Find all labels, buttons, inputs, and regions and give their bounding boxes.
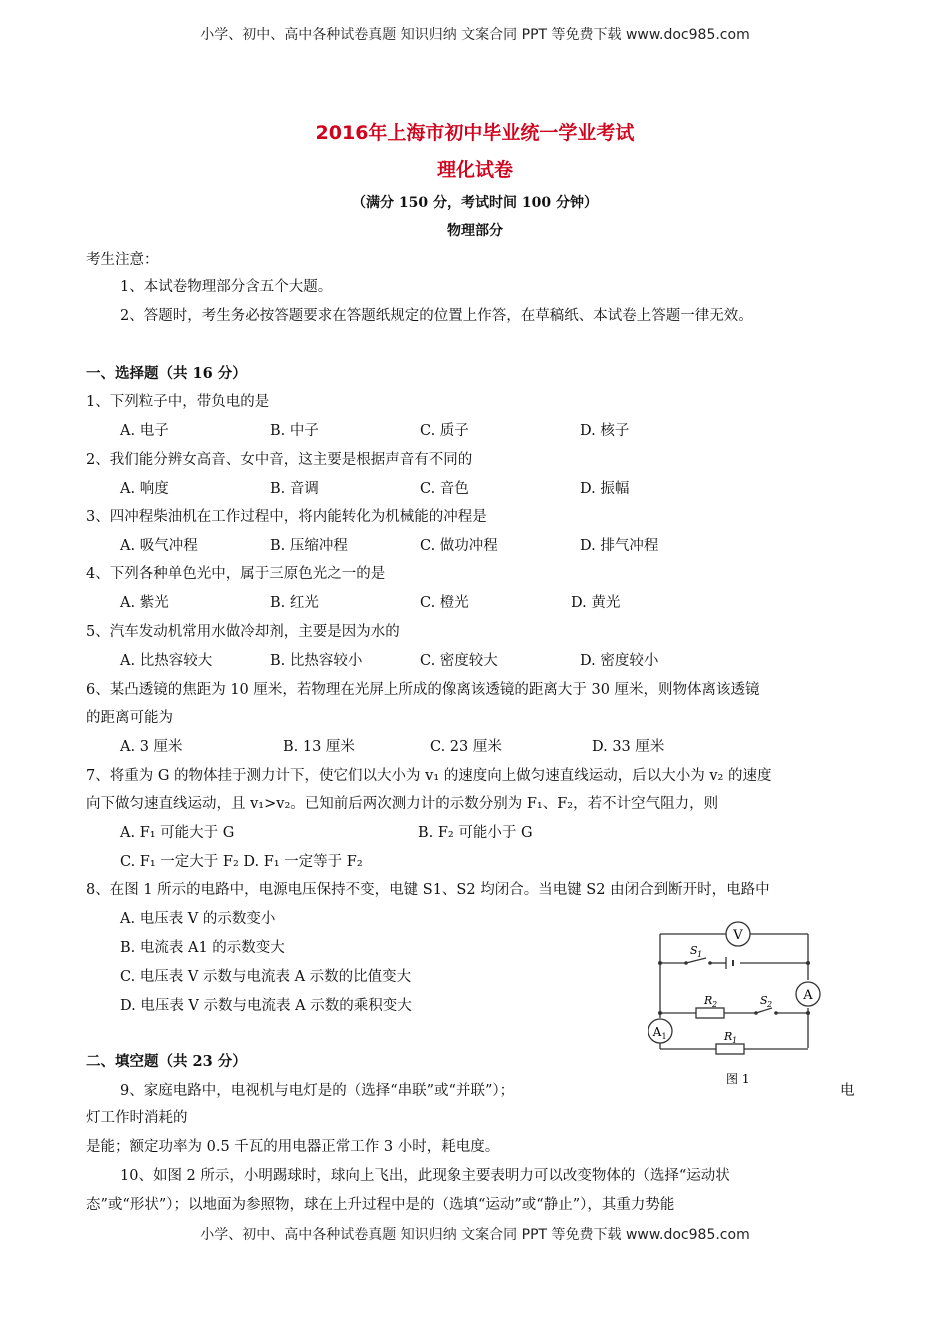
q5-option-b: B. 比热容较小 [270, 653, 363, 669]
circuit-diagram-figure-1 [648, 918, 833, 1093]
q7-options-c-d: C. F₁ 一定大于 F₂ D. F₁ 一定等于 F₂ [120, 854, 363, 870]
q4-option-a: A. 紫光 [120, 595, 169, 611]
question-9-stem-line-3: 是能；额定功率为 0.5 千瓦的用电器正常工作 3 小时，耗电度。 [86, 1139, 500, 1155]
q2-option-d: D. 振幅 [580, 481, 630, 497]
q5-option-d: D. 密度较小 [580, 653, 659, 669]
page-header: 小学、初中、高中各种试卷真题 知识归纳 文案合同 PPT 等免费下载 www.doc985.com [200, 27, 750, 43]
q5-option-a: A. 比热容较大 [120, 653, 213, 669]
q8-option-c: C. 电压表 V 示数与电流表 A 示数的比值变大 [120, 969, 412, 985]
notice-item-1: 1、本试卷物理部分含五个大题。 [120, 279, 333, 295]
question-4-stem: 4、下列各种单色光中，属于三原色光之一的是 [86, 566, 386, 582]
question-8-stem: 8、在图 1 所示的电路中，电源电压保持不变，电键 S1、S2 均闭合。当电键 S2 由闭合到断开时，电路中 [86, 882, 770, 898]
q3-option-d: D. 排气冲程 [580, 538, 659, 554]
part-1-heading: 一、选择题（共 16 分） [86, 365, 247, 382]
question-7-stem-line-2: 向下做匀速直线运动，且 v₁>v₂。已知前后两次测力计的示数分别为 F₁、F₂，若不计空气阻力，则 [86, 796, 719, 812]
question-9-stem-line-1-right: 电 [840, 1083, 855, 1099]
question-5-stem: 5、汽车发动机常用水做冷却剂，主要是因为水的 [86, 624, 400, 640]
q6-option-b: B. 13 厘米 [283, 739, 355, 755]
q4-option-b: B. 红光 [270, 595, 319, 611]
question-6-stem-line-2: 的距离可能为 [86, 710, 173, 726]
q4-option-d: D. 黄光 [571, 595, 621, 611]
q5-option-c: C. 密度较大 [420, 653, 498, 669]
exam-subject-title: 理化试卷 [436, 159, 513, 181]
question-6-stem-line-1: 6、某凸透镜的焦距为 10 厘米，若物理在光屏上所成的像离该透镜的距离大于 30 厘米，则物体离该透镜 [86, 682, 760, 698]
q3-option-a: A. 吸气冲程 [120, 538, 198, 554]
q3-option-c: C. 做功冲程 [420, 538, 498, 554]
q2-option-b: B. 音调 [270, 481, 319, 497]
q8-option-d: D. 电压表 V 示数与电流表 A 示数的乘积变大 [120, 998, 412, 1014]
question-7-stem-line-1: 7、将重为 G 的物体挂于测力计下，使它们以大小为 v₁ 的速度向上做匀速直线运动，后以大小为 v₂ 的速度 [86, 768, 772, 784]
figure-1-caption: 图 1 [726, 1072, 750, 1086]
question-9-stem-line-2: 灯工作时消耗的 [86, 1110, 188, 1126]
switch-s1-subscript: 1 [697, 950, 703, 959]
part-2-heading: 二、填空题（共 23 分） [86, 1053, 247, 1070]
q6-option-a: A. 3 厘米 [120, 739, 183, 755]
q6-option-c: C. 23 厘米 [430, 739, 502, 755]
question-2-stem: 2、我们能分辨女高音、女中音，这主要是根据声音有不同的 [86, 452, 473, 468]
switch-s2-label: S [760, 994, 768, 1007]
q7-option-a: A. F₁ 可能大于 G [120, 825, 235, 841]
q1-option-c: C. 质子 [420, 423, 469, 439]
notice-item-2: 2、答题时，考生务必按答题要求在答题纸规定的位置上作答，在草稿纸、本试卷上答题一律无效。 [120, 308, 753, 324]
ammeter-a1-subscript: 1 [661, 1032, 667, 1041]
exam-scoring-note: （满分 150 分，考试时间 100 分钟） [352, 195, 598, 211]
ammeter-a1-label: A [652, 1025, 662, 1039]
exam-title: 2016年上海市初中毕业统一学业考试 [315, 122, 635, 144]
question-9-stem-line-1: 9、家庭电路中，电视机与电灯是的（选择“串联”或“并联”）； [120, 1083, 515, 1099]
voltmeter-v [726, 922, 750, 946]
q4-option-c: C. 橙光 [420, 595, 469, 611]
q8-option-b: B. 电流表 A1 的示数变大 [120, 940, 285, 956]
q1-option-b: B. 中子 [270, 423, 319, 439]
circuit-junction-dots [658, 961, 810, 1015]
ammeter-a1 [648, 1019, 672, 1043]
resistor-r1-label: R [724, 1030, 733, 1043]
q7-option-b: B. F₂ 可能小于 G [418, 825, 533, 841]
resistor-r1-subscript: 1 [732, 1036, 738, 1045]
q6-option-d: D. 33 厘米 [592, 739, 665, 755]
ammeter-a [796, 982, 820, 1006]
question-3-stem: 3、四冲程柴油机在工作过程中，将内能转化为机械能的冲程是 [86, 509, 487, 525]
q1-option-d: D. 核子 [580, 423, 630, 439]
page-footer: 小学、初中、高中各种试卷真题 知识归纳 文案合同 PPT 等免费下载 www.doc985.com [200, 1227, 750, 1243]
q8-option-a: A. 电压表 V 的示数变小 [120, 911, 276, 927]
voltmeter-label: V [733, 928, 743, 943]
resistor-r2-subscript: 2 [712, 1000, 718, 1009]
question-10-stem-line-1: 10、如图 2 所示，小明踢球时，球向上飞出，此现象主要表明力可以改变物体的（选择“运动状 [120, 1168, 730, 1184]
ammeter-a-label: A [803, 988, 813, 1003]
question-10-stem-line-2: 态”或“形状”）；以地面为参照物，球在上升过程中是的（选填“运动”或“静止”），其重力势能 [86, 1197, 675, 1213]
section-title: 物理部分 [447, 223, 503, 239]
question-1-stem: 1、下列粒子中，带负电的是 [86, 394, 270, 410]
switch-s1-label: S [690, 944, 698, 957]
q3-option-b: B. 压缩冲程 [270, 538, 348, 554]
switch-s2-subscript: 2 [767, 1000, 773, 1009]
q1-option-a: A. 电子 [120, 423, 169, 439]
q2-option-a: A. 响度 [120, 481, 169, 497]
resistor-r2-label: R [704, 994, 713, 1007]
notice-heading: 考生注意： [86, 252, 159, 268]
q2-option-c: C. 音色 [420, 481, 469, 497]
